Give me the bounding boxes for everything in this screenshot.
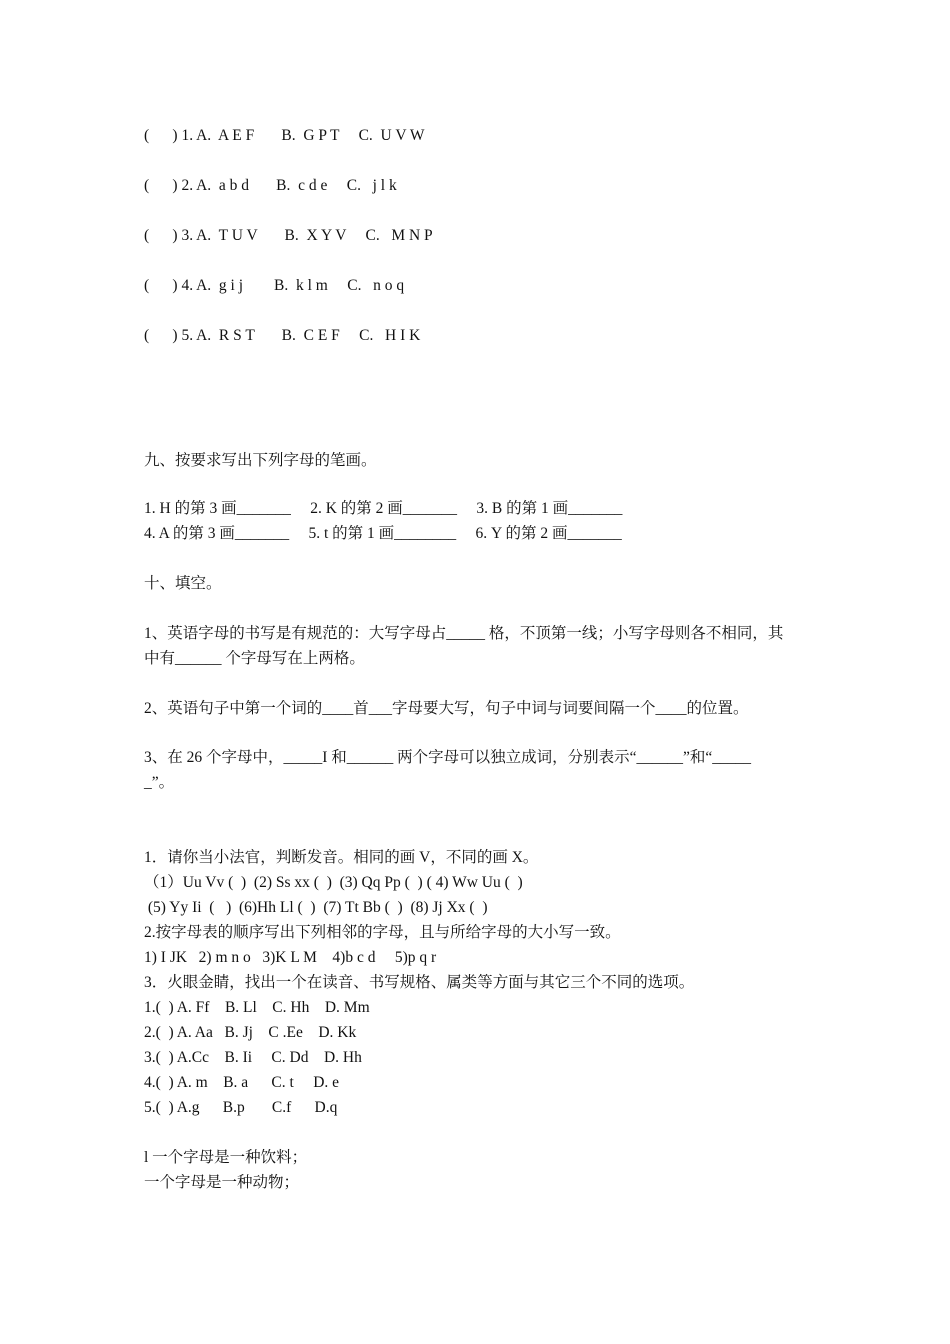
part2-line-10: 4.( ) A. m B. a C. t D. e bbox=[144, 1074, 340, 1091]
part2-line-11: 5.( ) A.g B.p C.f D.q bbox=[144, 1099, 338, 1116]
choice-question-5: ( ) 5. A. R S T B. C E F C. H I K bbox=[144, 327, 421, 344]
part2-line-8: 2.( ) A. Aa B. Jj C .Ee D. Kk bbox=[144, 1024, 357, 1041]
riddle-line-2: 一个字母是一种动物； bbox=[144, 1174, 300, 1191]
part2-line-7: 1.( ) A. Ff B. Ll C. Hh D. Mm bbox=[144, 999, 370, 1016]
choice-question-2: ( ) 2. A. a b d B. c d e C. j l k bbox=[144, 177, 397, 194]
part2-line-9: 3.( ) A.Cc B. Ii C. Dd D. Hh bbox=[144, 1049, 362, 1066]
section-9-heading: 九、按要求写出下列字母的笔画。 bbox=[144, 452, 377, 469]
choice-question-1: ( ) 1. A. A E F B. G P T C. U V W bbox=[144, 127, 425, 144]
choice-question-3: ( ) 3. A. T U V B. X Y V C. M N P bbox=[144, 227, 433, 244]
section-10-heading: 十、填空。 bbox=[144, 575, 222, 592]
section-9-line-2: 4. A 的第 3 画_______ 5. t 的第 1 画________ 6. Y 的第 2 画_______ bbox=[144, 525, 622, 542]
part2-line-4: 2.按字母表的顺序写出下列相邻的字母，且与所给字母的大小写一致。 bbox=[144, 924, 621, 941]
section-10-q3-line-1: 3、在 26 个字母中，_____I 和______ 两个字母可以独立成词，分别表示“______”和“_____ bbox=[144, 749, 752, 766]
choice-question-4: ( ) 4. A. g i j B. k l m C. n o q bbox=[144, 277, 405, 294]
part2-line-6: 3．火眼金睛，找出一个在读音、书写规格、属类等方面与其它三个不同的选项。 bbox=[144, 974, 695, 991]
riddle-line-1: l 一个字母是一种饮料； bbox=[144, 1149, 308, 1166]
section-10-q1-line-1: 1、英语字母的书写是有规范的：大写字母占_____ 格，不顶第一线；小写字母则各不相同，其 bbox=[144, 625, 784, 642]
section-10-q2: 2、英语句子中第一个词的____首___字母要大写，句子中词与词要间隔一个____的位置。 bbox=[144, 700, 749, 717]
part2-line-1: 1．请你当小法官，判断发音。相同的画 V，不同的画 X。 bbox=[144, 849, 539, 866]
part2-line-5: 1) I JK 2) m n o 3)K L M 4)b c d 5)p q r bbox=[144, 949, 437, 966]
section-9-line-1: 1. H 的第 3 画_______ 2. K 的第 2 画_______ 3. B 的第 1 画_______ bbox=[144, 500, 623, 517]
section-10-q1-line-2: 中有______ 个字母写在上两格。 bbox=[144, 650, 365, 667]
section-10-q3-line-2: _”。 bbox=[144, 774, 175, 791]
part2-line-3: (5) Yy Ii ( ) (6)Hh Ll ( ) (7) Tt Bb ( ) (8) Jj Xx ( ) bbox=[144, 899, 488, 916]
part2-line-2: （1）Uu Vv ( ) (2) Ss xx ( ) (3) Qq Pp ( ) ( 4) Ww Uu ( ) bbox=[144, 874, 523, 891]
